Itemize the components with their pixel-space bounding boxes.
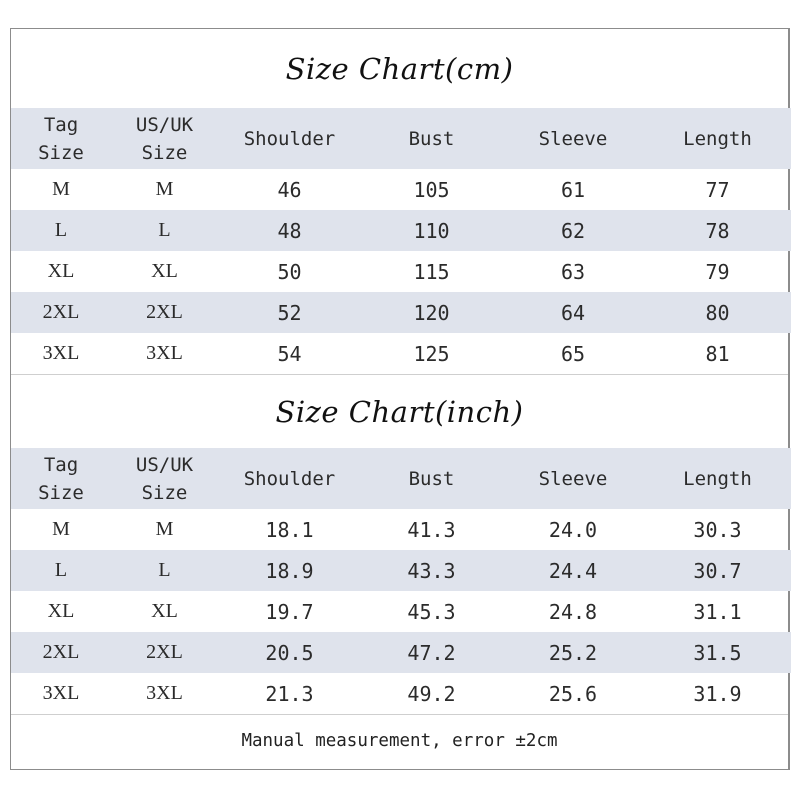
cm-table-row bbox=[11, 210, 791, 251]
measurement-cell: 63 bbox=[560, 259, 586, 284]
measurement-cell: 31.9 bbox=[693, 681, 742, 706]
header-label-line: Length bbox=[683, 467, 752, 490]
inch-header-cell bbox=[644, 448, 791, 509]
measurement-cell: 115 bbox=[413, 259, 450, 284]
measurement-cell: 61 bbox=[560, 177, 586, 202]
measurement-cell: 24.4 bbox=[502, 550, 644, 591]
cm-header-row bbox=[11, 108, 791, 169]
inch-size-table bbox=[11, 448, 791, 714]
size-label-cell: 3XL bbox=[146, 342, 183, 364]
measurement-cell: 18.1 bbox=[265, 517, 314, 542]
header-label-line: US/UK bbox=[135, 453, 194, 476]
size-label-cell: L bbox=[111, 550, 218, 591]
measurement-cell: 80 bbox=[644, 292, 791, 333]
header-label-line: Sleeve bbox=[538, 467, 608, 490]
size-chart-frame bbox=[10, 28, 790, 770]
size-label-cell: XL bbox=[151, 600, 178, 622]
inch-table-row bbox=[11, 509, 791, 550]
size-label-cell: 3XL bbox=[42, 342, 80, 364]
measurement-cell: 31.1 bbox=[693, 599, 742, 624]
inch-table-row bbox=[11, 591, 791, 632]
measurement-cell: 49.2 bbox=[407, 681, 456, 706]
measurement-cell: 77 bbox=[705, 177, 730, 202]
measurement-cell: 125 bbox=[413, 341, 450, 366]
measurement-cell: 30.3 bbox=[693, 517, 742, 542]
cm-header-cell bbox=[111, 108, 218, 169]
inch-chart-title: Size Chart(inch) bbox=[11, 374, 788, 448]
measurement-cell: 81 bbox=[705, 341, 730, 366]
measurement-cell: 120 bbox=[361, 292, 502, 333]
measurement-cell: 48 bbox=[218, 210, 361, 251]
size-label-cell: 2XL bbox=[111, 292, 218, 333]
header-label-line: Size bbox=[141, 141, 188, 164]
cm-header-cell bbox=[361, 108, 502, 169]
header-label-line: Shoulder bbox=[243, 467, 336, 490]
inch-header-cell bbox=[361, 448, 502, 509]
measurement-cell: 54 bbox=[277, 341, 302, 366]
measurement-cell: 46 bbox=[277, 177, 302, 202]
header-label-line: Tag bbox=[43, 113, 79, 136]
size-label-cell: 3XL bbox=[146, 682, 183, 704]
size-label-cell: L bbox=[11, 550, 111, 591]
size-label-cell: 3XL bbox=[42, 682, 80, 704]
measurement-cell: 105 bbox=[413, 177, 450, 202]
size-label-cell: 2XL bbox=[11, 632, 111, 673]
measurement-cell: 25.2 bbox=[502, 632, 644, 673]
cm-table-row bbox=[11, 169, 791, 210]
measurement-cell: 43.3 bbox=[361, 550, 502, 591]
measurement-note: Manual measurement, error ±2cm bbox=[11, 714, 788, 767]
size-label-cell: XL bbox=[47, 600, 75, 622]
inch-table-row bbox=[11, 550, 791, 591]
measurement-cell: 79 bbox=[705, 259, 730, 284]
measurement-cell: 64 bbox=[502, 292, 644, 333]
measurement-cell: 110 bbox=[361, 210, 502, 251]
measurement-cell: 25.6 bbox=[548, 681, 598, 706]
measurement-cell: 62 bbox=[502, 210, 644, 251]
size-label-cell: M bbox=[52, 518, 70, 540]
size-label-cell: L bbox=[11, 210, 111, 251]
inch-table-row bbox=[11, 673, 791, 714]
measurement-cell: 78 bbox=[644, 210, 791, 251]
measurement-cell: 50 bbox=[277, 259, 302, 284]
size-label-cell: L bbox=[111, 210, 218, 251]
cm-table-row bbox=[11, 333, 791, 374]
size-label-cell: 2XL bbox=[11, 292, 111, 333]
inch-header-cell bbox=[11, 448, 111, 509]
measurement-cell: 24.8 bbox=[548, 599, 598, 624]
header-label-line: Bust bbox=[408, 467, 455, 490]
inch-header-cell bbox=[218, 448, 361, 509]
size-label-cell: 2XL bbox=[111, 632, 218, 673]
size-label-cell: M bbox=[52, 178, 70, 200]
cm-table-row bbox=[11, 251, 791, 292]
measurement-cell: 41.3 bbox=[407, 517, 456, 542]
header-label-line: Sleeve bbox=[538, 127, 608, 150]
inch-table-row bbox=[11, 632, 791, 673]
cm-header-cell bbox=[644, 108, 791, 169]
size-label-cell: XL bbox=[151, 260, 178, 282]
size-label-cell: M bbox=[155, 518, 174, 540]
cm-header-cell bbox=[502, 108, 644, 169]
header-label-line: Size bbox=[38, 141, 84, 164]
cm-header-cell bbox=[218, 108, 361, 169]
measurement-cell: 65 bbox=[560, 341, 586, 366]
header-label-line: Length bbox=[683, 127, 752, 150]
inch-table-body bbox=[11, 448, 791, 714]
header-label-line: Tag bbox=[43, 453, 79, 476]
cm-size-table bbox=[11, 108, 791, 374]
header-label-line: Shoulder bbox=[243, 127, 336, 150]
measurement-cell: 45.3 bbox=[407, 599, 456, 624]
header-label-line: Size bbox=[141, 481, 188, 504]
cm-table-row bbox=[11, 292, 791, 333]
measurement-cell: 30.7 bbox=[644, 550, 791, 591]
measurement-cell: 52 bbox=[218, 292, 361, 333]
cm-table-body bbox=[11, 108, 791, 374]
measurement-cell: 24.0 bbox=[548, 517, 598, 542]
measurement-cell: 21.3 bbox=[265, 681, 314, 706]
size-label-cell: XL bbox=[47, 260, 75, 282]
size-label-cell: M bbox=[155, 178, 174, 200]
measurement-cell: 31.5 bbox=[644, 632, 791, 673]
inch-header-row bbox=[11, 448, 791, 509]
inch-header-cell bbox=[111, 448, 218, 509]
measurement-cell: 18.9 bbox=[218, 550, 361, 591]
cm-header-cell bbox=[11, 108, 111, 169]
header-label-line: Bust bbox=[408, 127, 455, 150]
measurement-cell: 19.7 bbox=[265, 599, 314, 624]
header-label-line: US/UK bbox=[135, 113, 194, 136]
measurement-cell: 47.2 bbox=[361, 632, 502, 673]
header-label-line: Size bbox=[38, 481, 84, 504]
cm-chart-title: Size Chart(cm) bbox=[285, 51, 514, 86]
inch-header-cell bbox=[502, 448, 644, 509]
measurement-cell: 20.5 bbox=[218, 632, 361, 673]
